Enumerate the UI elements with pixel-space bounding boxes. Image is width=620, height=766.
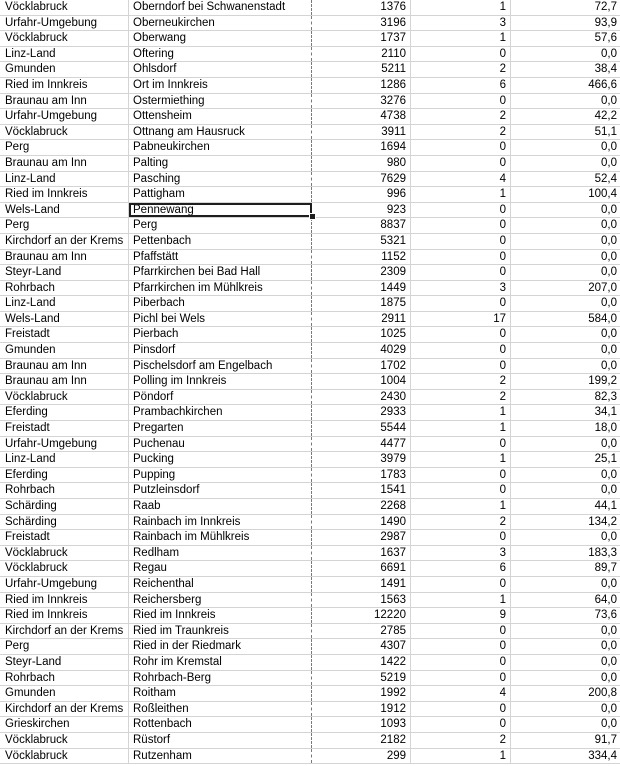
table-row: [0, 483, 620, 499]
table-row: [0, 717, 620, 733]
table-row: [0, 702, 620, 718]
cell-municipality[interactable]: Rüstorf: [129, 733, 312, 748]
cell-municipality[interactable]: Oberneukirchen: [129, 16, 312, 31]
cell-municipality[interactable]: Oberndorf bei Schwanenstadt: [129, 0, 312, 15]
cell-population[interactable]: 2933: [312, 405, 411, 420]
cell-population[interactable]: 980: [312, 156, 411, 171]
cell-population[interactable]: 1875: [312, 296, 411, 311]
cell-municipality[interactable]: Rainbach im Mühlkreis: [129, 530, 312, 545]
cell-municipality[interactable]: Pichl bei Wels: [129, 312, 312, 327]
cell-district[interactable]: Ried im Innkreis: [0, 78, 129, 93]
cell-population[interactable]: 1490: [312, 515, 411, 530]
cell-cases[interactable]: 0: [411, 639, 511, 654]
cell-rate[interactable]: 0,0: [601, 344, 617, 357]
cell-population[interactable]: 1376: [312, 0, 411, 15]
cell-municipality[interactable]: Pabneukirchen: [129, 140, 312, 155]
cell-municipality[interactable]: Ort im Innkreis: [129, 78, 312, 93]
cell-municipality[interactable]: Pettenbach: [129, 234, 312, 249]
table-row: [0, 327, 620, 343]
cell-district[interactable]: Steyr-Land: [0, 655, 129, 670]
cell-rate[interactable]: 0,0: [601, 718, 617, 731]
cell-rate[interactable]: 100,4: [588, 188, 617, 201]
cell-district[interactable]: Rohrbach: [0, 671, 129, 686]
cell-district[interactable]: Kirchdorf an der Krems: [0, 702, 129, 717]
table-row: [0, 47, 620, 63]
cell-cases[interactable]: 1: [411, 499, 511, 514]
cell-rate[interactable]: 334,4: [588, 749, 617, 762]
cell-municipality[interactable]: Ottnang am Hausruck: [129, 125, 312, 140]
cell-municipality[interactable]: Rutzenham: [129, 749, 312, 764]
cell-rate[interactable]: 73,6: [594, 609, 617, 622]
cell-municipality[interactable]: Pattigham: [129, 187, 312, 202]
cell-rate[interactable]: 25,1: [594, 453, 617, 466]
cell-population[interactable]: 1563: [312, 593, 411, 608]
cell-rate[interactable]: 183,3: [588, 546, 617, 559]
cell-municipality[interactable]: Pinsdorf: [129, 343, 312, 358]
table-row: [0, 281, 620, 297]
cell-cases[interactable]: 0: [411, 577, 511, 592]
table-row: [0, 343, 620, 359]
cell-district[interactable]: Wels-Land: [0, 312, 129, 327]
cell-cases[interactable]: 0: [411, 655, 511, 670]
cell-cases[interactable]: 2: [411, 515, 511, 530]
table-row: [0, 437, 620, 453]
cell-cases[interactable]: 1: [411, 0, 511, 15]
table-row: [0, 187, 620, 203]
cell-rate[interactable]: 134,2: [588, 515, 617, 528]
cell-rate[interactable]: 44,1: [594, 500, 617, 512]
cell-district[interactable]: Urfahr-Umgebung: [0, 577, 129, 592]
cell-rate[interactable]: 0,0: [601, 141, 617, 154]
cell-district[interactable]: Schärding: [0, 499, 129, 514]
cell-population[interactable]: 1694: [312, 140, 411, 155]
cell-district[interactable]: Perg: [0, 218, 129, 233]
cell-rate[interactable]: 82,3: [594, 390, 617, 403]
cell-rate[interactable]: 0,0: [601, 702, 617, 715]
cell-municipality[interactable]: Puchenau: [129, 437, 312, 452]
cell-population[interactable]: 996: [312, 187, 411, 202]
cell-cases[interactable]: 1: [411, 593, 511, 608]
cell-cases[interactable]: 6: [411, 78, 511, 93]
cell-municipality[interactable]: Pfaffstätt: [129, 250, 312, 265]
table-row: [0, 109, 620, 125]
cell-rate[interactable]: 0,0: [601, 328, 617, 341]
cell-district[interactable]: Linz-Land: [0, 47, 129, 62]
cell-cases[interactable]: 4: [411, 686, 511, 701]
cell-population[interactable]: 1992: [312, 686, 411, 701]
table-row: [0, 671, 620, 687]
cell-population[interactable]: 1004: [312, 374, 411, 389]
cell-municipality[interactable]: Roßleithen: [129, 702, 312, 717]
cell-cases[interactable]: 3: [411, 281, 511, 296]
cell-cases[interactable]: 0: [411, 218, 511, 233]
cell-district[interactable]: Linz-Land: [0, 172, 129, 187]
cell-rate[interactable]: 72,7: [594, 1, 617, 13]
table-row: [0, 296, 620, 312]
cell-cases[interactable]: 1: [411, 405, 511, 420]
cell-population[interactable]: 4307: [312, 639, 411, 654]
cell-district[interactable]: Rohrbach: [0, 281, 129, 296]
table-row: [0, 655, 620, 671]
cell-district[interactable]: Ried im Innkreis: [0, 187, 129, 202]
cell-district[interactable]: Braunau am Inn: [0, 94, 129, 109]
cell-cases[interactable]: 0: [411, 671, 511, 686]
cell-municipality[interactable]: Perg: [129, 218, 312, 233]
cell-population[interactable]: 2911: [312, 312, 411, 327]
table-row: [0, 686, 620, 702]
cell-rate[interactable]: 0,0: [601, 266, 617, 279]
table-row: [0, 78, 620, 94]
cell-district[interactable]: Rohrbach: [0, 483, 129, 498]
cell-cases[interactable]: 0: [411, 624, 511, 639]
cell-district[interactable]: Braunau am Inn: [0, 359, 129, 374]
table-row: [0, 250, 620, 266]
cell-population[interactable]: 6691: [312, 561, 411, 576]
cell-population[interactable]: 3196: [312, 16, 411, 31]
cell-rate[interactable]: 584,0: [588, 312, 617, 325]
cell-municipality[interactable]: Ohlsdorf: [129, 62, 312, 77]
cell-municipality[interactable]: Pöndorf: [129, 390, 312, 405]
table-row: [0, 593, 620, 609]
cell-population[interactable]: 12220: [312, 608, 411, 623]
cell-district[interactable]: Vöcklabruck: [0, 0, 129, 15]
cell-cases[interactable]: 1: [411, 749, 511, 764]
cell-rate[interactable]: 42,2: [594, 110, 617, 123]
table-row: [0, 390, 620, 406]
cell-cases[interactable]: 0: [411, 327, 511, 342]
table-row: [0, 125, 620, 141]
cell-population[interactable]: 2182: [312, 733, 411, 748]
cell-cases[interactable]: 0: [411, 530, 511, 545]
cell-cases[interactable]: 6: [411, 561, 511, 576]
cell-municipality[interactable]: Pfarrkirchen bei Bad Hall: [129, 265, 312, 280]
cell-rate[interactable]: 0,0: [601, 297, 617, 310]
cell-rate[interactable]: 0,0: [601, 624, 617, 637]
cell-population[interactable]: 7629: [312, 172, 411, 187]
cell-population[interactable]: 5219: [312, 671, 411, 686]
selected-cell[interactable]: Pennewang: [129, 203, 312, 218]
cell-district[interactable]: Grieskirchen: [0, 717, 129, 732]
cell-rate[interactable]: 0,0: [601, 531, 617, 544]
cell-district[interactable]: Ried im Innkreis: [0, 593, 129, 608]
cell-municipality[interactable]: Putzleinsdorf: [129, 483, 312, 498]
cell-district[interactable]: Freistadt: [0, 530, 129, 545]
cell-rate[interactable]: 34,1: [594, 406, 617, 419]
cell-municipality[interactable]: Polling im Innkreis: [129, 374, 312, 389]
table-row: [0, 140, 620, 156]
cell-municipality[interactable]: Rohrbach-Berg: [129, 671, 312, 686]
cell-district[interactable]: Freistadt: [0, 421, 129, 436]
cell-district[interactable]: Urfahr-Umgebung: [0, 109, 129, 124]
cell-population[interactable]: 5211: [312, 62, 411, 77]
cell-cases[interactable]: 0: [411, 156, 511, 171]
cell-cases[interactable]: 0: [411, 296, 511, 311]
cell-district[interactable]: Ried im Innkreis: [0, 608, 129, 623]
cell-cases[interactable]: 17: [411, 312, 511, 327]
cell-population[interactable]: 1422: [312, 655, 411, 670]
cell-rate[interactable]: 0,0: [601, 219, 617, 232]
table-row: [0, 624, 620, 640]
cell-rate[interactable]: 0,0: [601, 47, 617, 60]
table-row: [0, 421, 620, 437]
cell-population[interactable]: 4738: [312, 109, 411, 124]
table-row: [0, 608, 620, 624]
cell-municipality[interactable]: Regau: [129, 561, 312, 576]
table-row: [0, 749, 620, 765]
cell-population[interactable]: 4477: [312, 437, 411, 452]
cell-municipality[interactable]: Pierbach: [129, 327, 312, 342]
cell-population[interactable]: 4029: [312, 343, 411, 358]
cell-rate[interactable]: 52,4: [594, 172, 617, 185]
table-row: [0, 234, 620, 250]
table-row: [0, 733, 620, 749]
cell-rate[interactable]: 0,0: [601, 359, 617, 372]
cell-rate[interactable]: 38,4: [594, 63, 617, 76]
cell-population[interactable]: 1093: [312, 717, 411, 732]
cell-rate[interactable]: 0,0: [601, 437, 617, 450]
cell-rate[interactable]: 199,2: [588, 375, 617, 388]
cell-cases[interactable]: 4: [411, 172, 511, 187]
cell-district[interactable]: Steyr-Land: [0, 265, 129, 280]
cell-population[interactable]: 8837: [312, 218, 411, 233]
cell-cases[interactable]: 0: [411, 359, 511, 374]
cell-municipality[interactable]: Pfarrkirchen im Mühlkreis: [129, 281, 312, 296]
cell-cases[interactable]: 0: [411, 468, 511, 483]
cell-district[interactable]: Kirchdorf an der Krems: [0, 234, 129, 249]
cell-municipality[interactable]: Ried im Innkreis: [129, 608, 312, 623]
table-row: [0, 639, 620, 655]
cell-municipality[interactable]: Ried im Traunkreis: [129, 624, 312, 639]
cell-municipality[interactable]: Rainbach im Innkreis: [129, 515, 312, 530]
cell-district[interactable]: Kirchdorf an der Krems: [0, 624, 129, 639]
cell-population[interactable]: 1737: [312, 31, 411, 46]
cell-cases[interactable]: 3: [411, 16, 511, 31]
fill-handle[interactable]: [309, 213, 316, 220]
cell-cases[interactable]: 2: [411, 109, 511, 124]
cell-district[interactable]: Eferding: [0, 405, 129, 420]
cell-population[interactable]: 2268: [312, 499, 411, 514]
cell-municipality[interactable]: Pucking: [129, 452, 312, 467]
table-row: [0, 0, 620, 16]
table-row: [0, 530, 620, 546]
cell-rate[interactable]: 0,0: [601, 655, 617, 668]
cell-municipality[interactable]: Raab: [129, 499, 312, 514]
cell-cases[interactable]: 0: [411, 717, 511, 732]
table-row: [0, 16, 620, 32]
cell-district[interactable]: Braunau am Inn: [0, 250, 129, 265]
cell-municipality[interactable]: Pregarten: [129, 421, 312, 436]
cell-cases[interactable]: 0: [411, 203, 511, 218]
cell-rate[interactable]: 0,0: [601, 468, 617, 481]
cell-population[interactable]: 2309: [312, 265, 411, 280]
cell-population[interactable]: 299: [312, 749, 411, 764]
cell-rate[interactable]: 0,0: [601, 250, 617, 263]
cell-municipality[interactable]: Palting: [129, 156, 312, 171]
cell-rate[interactable]: 0,0: [601, 640, 617, 653]
cell-population[interactable]: 3276: [312, 94, 411, 109]
cell-district[interactable]: Perg: [0, 639, 129, 654]
cell-population[interactable]: 1637: [312, 546, 411, 561]
cell-district[interactable]: Vöcklabruck: [0, 390, 129, 405]
cell-cases[interactable]: 0: [411, 702, 511, 717]
cell-cases[interactable]: 1: [411, 187, 511, 202]
cell-population[interactable]: 2987: [312, 530, 411, 545]
cell-district[interactable]: Eferding: [0, 468, 129, 483]
cell-municipality[interactable]: Prambachkirchen: [129, 405, 312, 420]
cell-population[interactable]: 3979: [312, 452, 411, 467]
cell-district[interactable]: Gmunden: [0, 343, 129, 358]
cell-district[interactable]: Vöcklabruck: [0, 749, 129, 764]
cell-district[interactable]: Vöcklabruck: [0, 546, 129, 561]
cell-district[interactable]: Gmunden: [0, 62, 129, 77]
cell-cases[interactable]: 2: [411, 390, 511, 405]
cell-cases[interactable]: 0: [411, 94, 511, 109]
cell-population[interactable]: 1152: [312, 250, 411, 265]
table-row: [0, 156, 620, 172]
cell-cases[interactable]: 2: [411, 125, 511, 140]
cell-municipality[interactable]: Reichenthal: [129, 577, 312, 592]
table-row: [0, 546, 620, 562]
cell-district[interactable]: Wels-Land: [0, 203, 129, 218]
cell-municipality[interactable]: Piberbach: [129, 296, 312, 311]
cell-district[interactable]: Linz-Land: [0, 452, 129, 467]
table-row: [0, 172, 620, 188]
cell-rate[interactable]: 200,8: [588, 687, 617, 700]
table-row: [0, 359, 620, 375]
table-row: [0, 312, 620, 328]
cell-district[interactable]: Urfahr-Umgebung: [0, 16, 129, 31]
cell-cases[interactable]: 2: [411, 733, 511, 748]
cell-cases[interactable]: 9: [411, 608, 511, 623]
cell-municipality[interactable]: Redlham: [129, 546, 312, 561]
cell-municipality[interactable]: Reichersberg: [129, 593, 312, 608]
cell-municipality[interactable]: Oftering: [129, 47, 312, 62]
table-row: [0, 31, 620, 47]
cell-rate[interactable]: 91,7: [594, 733, 617, 746]
cell-rate[interactable]: 89,7: [594, 562, 617, 575]
table-row: [0, 499, 620, 515]
cell-cases[interactable]: 2: [411, 374, 511, 389]
table-row: [0, 452, 620, 468]
table-row: [0, 515, 620, 531]
cell-cases[interactable]: 0: [411, 265, 511, 280]
cell-rate[interactable]: 207,0: [588, 281, 617, 294]
cell-population[interactable]: 5321: [312, 234, 411, 249]
cell-municipality[interactable]: Rohr im Kremstal: [129, 655, 312, 670]
cell-cases[interactable]: 3: [411, 546, 511, 561]
cell-population[interactable]: 2785: [312, 624, 411, 639]
cell-district[interactable]: Freistadt: [0, 327, 129, 342]
cell-district[interactable]: Linz-Land: [0, 296, 129, 311]
cell-municipality[interactable]: Oberwang: [129, 31, 312, 46]
table-row: [0, 405, 620, 421]
cell-population[interactable]: 1491: [312, 577, 411, 592]
table-row: [0, 561, 620, 577]
cell-municipality[interactable]: Ottensheim: [129, 109, 312, 124]
cell-rate[interactable]: 0,0: [601, 671, 617, 684]
cell-municipality[interactable]: Pasching: [129, 172, 312, 187]
cell-cases[interactable]: 0: [411, 483, 511, 498]
cell-district[interactable]: Braunau am Inn: [0, 156, 129, 171]
table-row: [0, 577, 620, 593]
cell-rate[interactable]: 0,0: [601, 94, 617, 107]
cell-rate[interactable]: 18,0: [594, 422, 617, 435]
cell-municipality[interactable]: Pischelsdorf am Engelbach: [129, 359, 312, 374]
cell-district[interactable]: Perg: [0, 140, 129, 155]
cell-population[interactable]: 2110: [312, 47, 411, 62]
cell-rate[interactable]: 0,0: [601, 484, 617, 497]
cell-rate[interactable]: 0,0: [601, 234, 617, 247]
cell-rate[interactable]: 57,6: [594, 32, 617, 45]
cell-district[interactable]: Schärding: [0, 515, 129, 530]
cell-cases[interactable]: 0: [411, 437, 511, 452]
cell-population[interactable]: 1025: [312, 327, 411, 342]
cell-municipality[interactable]: Ostermiething: [129, 94, 312, 109]
cell-population[interactable]: 3911: [312, 125, 411, 140]
table-row: [0, 62, 620, 78]
cell-population[interactable]: 1702: [312, 359, 411, 374]
cell-district[interactable]: Braunau am Inn: [0, 374, 129, 389]
cell-rate[interactable]: 0,0: [601, 156, 617, 169]
cell-municipality[interactable]: Roitham: [129, 686, 312, 701]
cell-municipality[interactable]: Rottenbach: [129, 717, 312, 732]
cell-population[interactable]: 5544: [312, 421, 411, 436]
table-row: [0, 94, 620, 110]
cell-municipality[interactable]: Ried in der Riedmark: [129, 639, 312, 654]
table-row: [0, 218, 620, 234]
cell-cases[interactable]: 1: [411, 421, 511, 436]
cell-rate[interactable]: 0,0: [601, 203, 617, 216]
cell-population[interactable]: 923: [312, 203, 411, 218]
cell-district[interactable]: Vöcklabruck: [0, 125, 129, 140]
cell-cases[interactable]: 0: [411, 140, 511, 155]
table-row: [0, 203, 620, 219]
cell-district[interactable]: Urfahr-Umgebung: [0, 437, 129, 452]
cell-district[interactable]: Vöcklabruck: [0, 31, 129, 46]
cell-rate[interactable]: 466,6: [588, 78, 617, 91]
cell-population[interactable]: 1449: [312, 281, 411, 296]
cell-population[interactable]: 1783: [312, 468, 411, 483]
table-row: [0, 374, 620, 390]
table-row: [0, 468, 620, 484]
cell-cases[interactable]: 0: [411, 234, 511, 249]
cell-cases[interactable]: 2: [411, 62, 511, 77]
cell-rate[interactable]: 93,9: [594, 16, 617, 29]
cell-population[interactable]: 1286: [312, 78, 411, 93]
cell-district[interactable]: Vöcklabruck: [0, 561, 129, 576]
cell-cases[interactable]: 0: [411, 47, 511, 62]
cell-population[interactable]: 1912: [312, 702, 411, 717]
table-row: [0, 265, 620, 281]
cell-municipality[interactable]: Pupping: [129, 468, 312, 483]
cell-rate[interactable]: 0,0: [601, 577, 617, 590]
cell-cases[interactable]: 0: [411, 343, 511, 358]
cell-rate[interactable]: 51,1: [594, 125, 617, 138]
cell-district[interactable]: Gmunden: [0, 686, 129, 701]
cell-district[interactable]: Vöcklabruck: [0, 733, 129, 748]
cell-cases[interactable]: 1: [411, 452, 511, 467]
cell-cases[interactable]: 1: [411, 31, 511, 46]
cell-population[interactable]: 1541: [312, 483, 411, 498]
cell-rate[interactable]: 64,0: [594, 593, 617, 606]
cell-population[interactable]: 2430: [312, 390, 411, 405]
cell-cases[interactable]: 0: [411, 250, 511, 265]
